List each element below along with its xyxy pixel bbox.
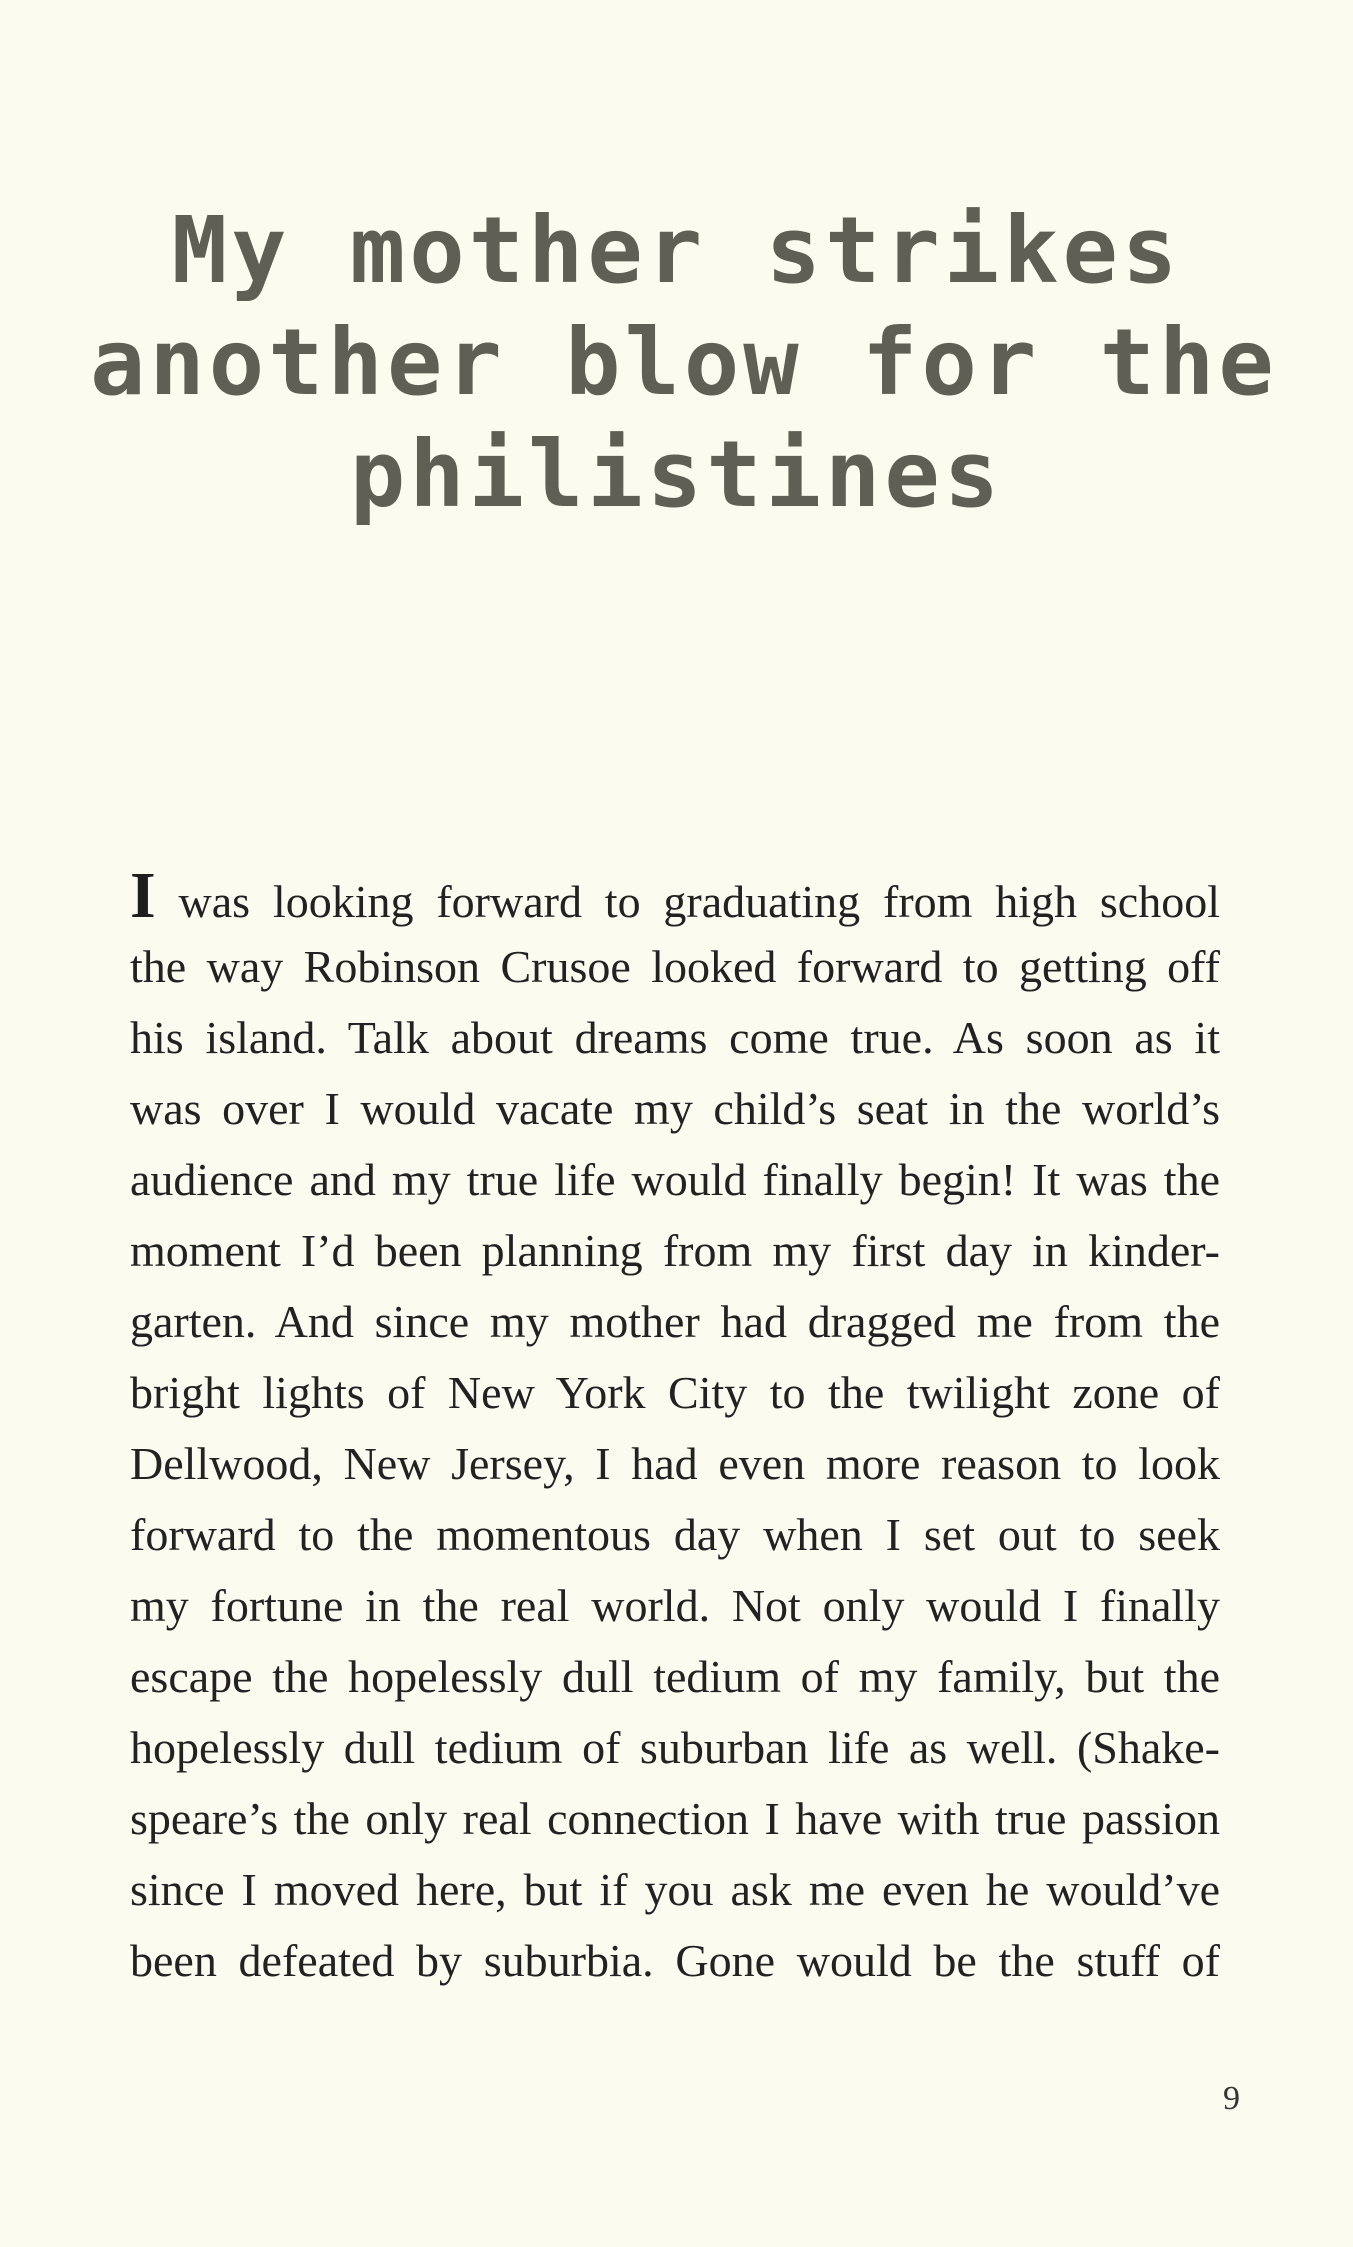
text-line: been defeated by suburbia. Gone would be the stuff of <box>130 1935 1220 1986</box>
text-line: Dellwood, New Jersey, I had even more reason to look <box>130 1438 1220 1489</box>
text-line: his island. Talk about dreams come true. As soon as it <box>130 1012 1220 1063</box>
page-number: 9 <box>1223 2080 1240 2117</box>
drop-cap: I <box>130 859 156 932</box>
text-line: garten. And since my mother had dragged me from the <box>130 1296 1220 1347</box>
body-paragraph <box>130 860 1220 1996</box>
text-line: my fortune in the real world. Not only would I finally <box>130 1580 1220 1631</box>
text-line: bright lights of New York City to the twilight zone of <box>130 1367 1220 1418</box>
text-line: audience and my true life would finally begin! It was the <box>130 1154 1220 1205</box>
text-line: escape the hopelessly dull tedium of my family, but the <box>130 1651 1220 1702</box>
text-line: forward to the momentous day when I set out to seek <box>130 1509 1220 1560</box>
chapter-title <box>90 195 1278 531</box>
text-line: the way Robinson Crusoe looked forward to getting off <box>130 941 1220 992</box>
text-line: since I moved here, but if you ask me even he would’ve <box>130 1864 1220 1915</box>
text-line: speare’s the only real connection I have with true passion <box>130 1793 1220 1844</box>
text-line <box>130 860 1220 931</box>
chapter-title-line: philistines <box>349 421 1004 528</box>
chapter-title-line: another blow for the <box>90 309 1278 416</box>
chapter-title-line: My mother strikes <box>171 197 1182 304</box>
text-line: was over I would vacate my child’s seat in the world’s <box>130 1083 1220 1134</box>
text-line: moment I’d been planning from my first day in kinder- <box>130 1225 1220 1276</box>
text-line: hopelessly dull tedium of suburban life as well. (Shake- <box>130 1722 1220 1773</box>
first-line-text: was looking forward to graduating from high school <box>178 876 1221 927</box>
